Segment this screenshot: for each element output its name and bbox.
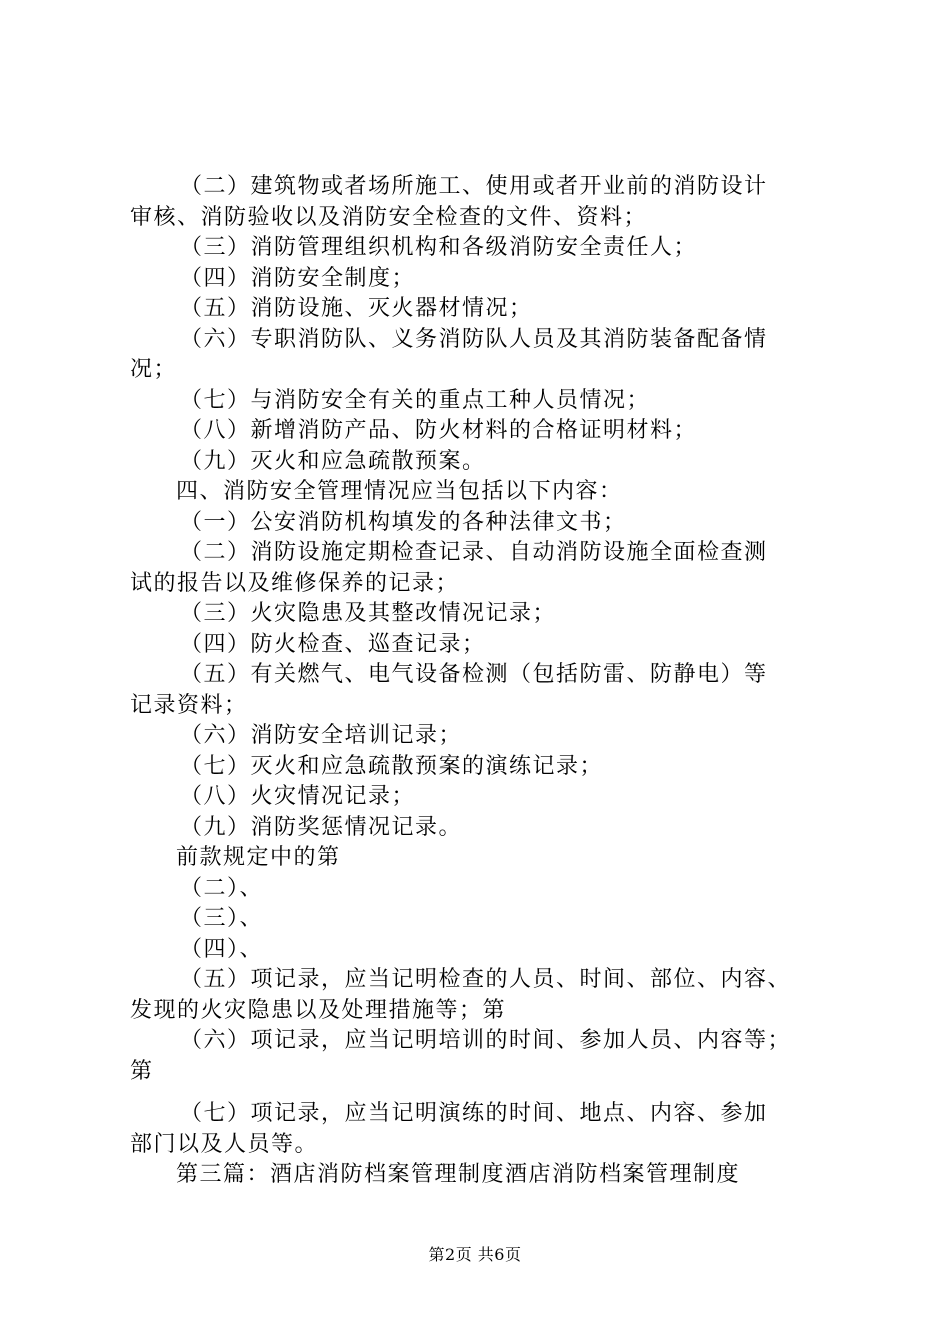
text-line: 况； [130, 357, 178, 382]
document-body [130, 172, 850, 1191]
text-line: 第 [130, 1058, 154, 1084]
text-line: （八）新增消防产品、防火材料的合格证明材料； [180, 418, 698, 443]
text-line: （五）有关燃气、电气设备检测（包括防雷、防静电）等 [180, 662, 768, 687]
text-line: （三）、 [180, 906, 264, 931]
text-line: 审核、消防验收以及消防安全检查的文件、资料； [130, 204, 648, 230]
text-line: 前款规定中的第 [176, 845, 341, 870]
text-line: （三）火灾隐患及其整改情况记录； [180, 601, 557, 626]
text-line: （八）火灾情况记录； [180, 784, 416, 809]
text-line: （九）灭火和应急疏散预案。 [180, 448, 486, 474]
text-line: （七）灭火和应急疏散预案的演练记录； [180, 753, 604, 779]
text-line: （二）消防设施定期检查记录、自动消防设施全面检查测 [180, 540, 768, 565]
text-line: （九）消防奖惩情况记录。 [180, 814, 463, 840]
text-line: （七）与消防安全有关的重点工种人员情况； [180, 387, 651, 413]
text-line: 部门以及人员等。 [130, 1131, 319, 1157]
text-line: （六）项记录，应当记明培训的时间、参加人员、内容等； [180, 1028, 792, 1053]
section-heading: 四、消防安全管理情况应当包括以下内容： [176, 479, 623, 504]
text-line: （五）项记录，应当记明检查的人员、时间、部位、内容、 [180, 967, 792, 992]
text-line: （四）消防安全制度； [180, 265, 416, 291]
text-line: （四）、 [180, 936, 264, 962]
page-number-footer: 第2页 共6页 [428, 1245, 522, 1264]
text-line: 发现的火灾隐患以及处理措施等；第 [130, 997, 507, 1023]
text-line: （三）消防管理组织机构和各级消防安全责任人； [180, 235, 698, 260]
text-line: （一）公安消防机构填发的各种法律文书； [180, 509, 627, 535]
text-line: 记录资料； [130, 692, 248, 718]
section-heading: 第三篇：酒店消防档案管理制度酒店消防档案管理制度 [176, 1162, 741, 1187]
text-line: （六）消防安全培训记录； [180, 723, 463, 748]
text-line: （七）项记录，应当记明演练的时间、地点、内容、参加 [180, 1101, 768, 1126]
text-line: （四）防火检查、巡查记录； [180, 631, 486, 657]
text-line: 试的报告以及维修保养的记录； [130, 570, 460, 596]
text-line: （二）建筑物或者场所施工、使用或者开业前的消防设计 [180, 174, 768, 199]
text-line: （五）消防设施、灭火器材情况； [180, 296, 533, 321]
text-line: （二）、 [180, 875, 264, 901]
line-gap [130, 1087, 850, 1099]
text-line: （六）专职消防队、义务消防队人员及其消防装备配备情 [180, 326, 768, 352]
